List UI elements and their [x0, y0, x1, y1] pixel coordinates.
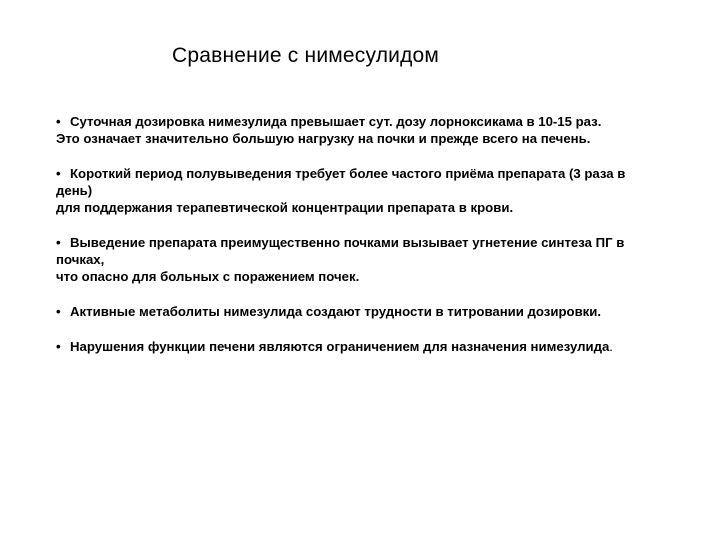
- bullet-icon: •: [56, 304, 61, 319]
- bullet-icon: •: [56, 166, 61, 181]
- bullet-item-liver-function: [56, 338, 676, 355]
- bullet-icon: •: [56, 235, 61, 250]
- bullet-line: • Короткий период полувыведения требует более частого приёма препарата (3 раза в: [56, 166, 626, 181]
- bullet-item-half-life: [56, 165, 676, 216]
- bullet-line: что опасно для больных с поражением почек.: [56, 269, 360, 284]
- bullet-list: [56, 113, 676, 373]
- bullet-line: для поддержания терапевтической концентрации препарата в крови.: [56, 200, 514, 215]
- bullet-line: почках,: [56, 252, 105, 267]
- bullet-line: • Выведение препарата преимущественно почками вызывает угнетение синтеза ПГ в: [56, 235, 625, 250]
- bullet-line: день): [56, 183, 93, 198]
- bullet-item-renal-excretion: [56, 234, 676, 285]
- bullet-item-dosage: [56, 113, 676, 147]
- bullet-line: Это означает значительно большую нагрузку на почки и прежде всего на печень.: [56, 131, 591, 146]
- bullet-item-metabolites: [56, 303, 676, 320]
- slide-title: Сравнение с нимесулидом: [172, 44, 440, 67]
- bullet-line-tail: .: [609, 339, 613, 354]
- bullet-icon: •: [56, 339, 61, 354]
- bullet-line: • Активные метаболиты нимезулида создают трудности в титровании дозировки.: [56, 304, 602, 319]
- bullet-line: • Нарушения функции печени являются ограничением для назначения нимезулида.: [56, 339, 613, 354]
- bullet-icon: •: [56, 114, 61, 129]
- bullet-line: • Суточная дозировка нимезулида превышает сут. дозу лорноксикама в 10-15 раз.: [56, 114, 602, 129]
